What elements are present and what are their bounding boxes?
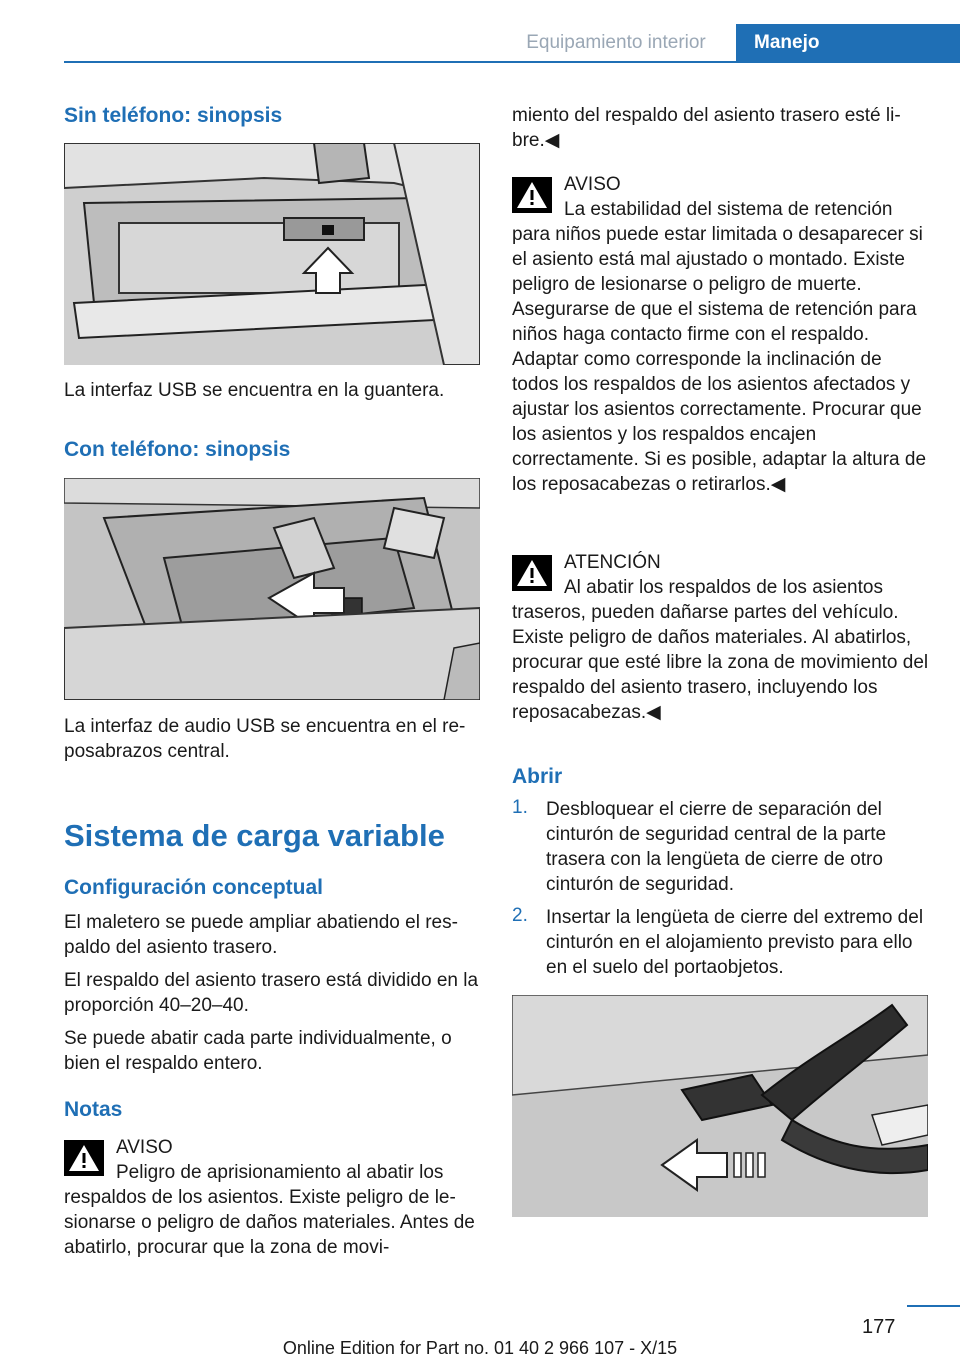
heading-sin-telefono: Sin teléfono: sinopsis [64, 104, 283, 127]
heading-abrir: Abrir [512, 765, 563, 788]
paragraph-ampliar: El maletero se puede ampliar abatiendo el respaldo del asiento trasero. [64, 912, 458, 958]
step-number: 2. [512, 905, 528, 926]
atencion-label: ATENCIÓN [564, 552, 661, 573]
aviso-label: AVISO [116, 1137, 173, 1158]
caption-glovebox: La interfaz USB se encuentra en la guantera. [64, 380, 445, 401]
atencion-text: Al abatir los respaldos de los asientos traseros, pueden dañarse partes del vehículo. Existe peligro de daños materiales. Al abatirlos, procurar que esté libre la zona de movimiento del respaldo del asiento trasero, incluyendo los reposacabezas.◀ [512, 577, 929, 723]
footer-rule [907, 1305, 960, 1307]
paragraph-abatir: Se puede abatir cada parte individualmente, o bien el respaldo entero. [64, 1028, 452, 1074]
figure-glovebox [64, 143, 480, 365]
aviso2-label: AVISO [564, 174, 621, 195]
heading-sistema-carga: Sistema de carga variable [64, 818, 445, 853]
caption-armrest: La interfaz de audio USB se encuentra en el reposabrazos central. [64, 716, 466, 762]
heading-con-telefono: Con teléfono: sinopsis [64, 438, 291, 461]
aviso-text: Peligro de aprisionamiento al abatir los respaldos de los asientos. Existe peligro de lesionarse o peligro de daños materiales. Antes de abatirlo, procurar que la zona de movi- [64, 1162, 475, 1258]
paragraph-proporcion: El respaldo del asiento trasero está dividido en la proporción 40–20–40. [64, 970, 479, 1016]
header-section-tab: Equipamiento interior [526, 32, 706, 53]
paragraph-continuation: miento del respaldo del asiento trasero esté libre.◀ [512, 105, 901, 151]
figure-armrest [64, 478, 480, 700]
aviso2-text: La estabilidad del sistema de retención para niños puede estar limitada o desaparecer si el asiento está mal ajustado o montado. Existe peligro de lesionarse o peligro de muerte. Asegurarse de que el sistema de retención para niños haga contacto firme con el respaldo. Adaptar como corresponde la inclinación de todos los respaldos de los asientos afectados y ajustar los asientos correctamente. Procurar que los asientos y los respaldos encajen correctamente. Si es posible, adaptar la altura de los reposacabezas o retirarlos.◀ [512, 199, 927, 495]
step-text: Desbloquear el cierre de separación del cinturón de seguridad central de la parte trasera con la lengüeta de cierre de otro cinturón de seguridad. [546, 799, 887, 895]
step-number: 1. [512, 797, 528, 818]
page-number: 177 [862, 1316, 896, 1338]
header-rule [64, 61, 960, 63]
figure-seatbelt [512, 995, 928, 1217]
step-text: Insertar la lengüeta de cierre del extremo del cinturón en el alojamiento previsto para ello en el suelo del portaobjetos. [546, 907, 924, 978]
heading-notas: Notas [64, 1098, 123, 1121]
heading-configuracion: Configuración conceptual [64, 876, 324, 899]
footer-edition: Online Edition for Part no. 01 40 2 966 107 - X/15 [282, 1338, 678, 1358]
header-chapter-tab: Manejo [736, 24, 960, 62]
